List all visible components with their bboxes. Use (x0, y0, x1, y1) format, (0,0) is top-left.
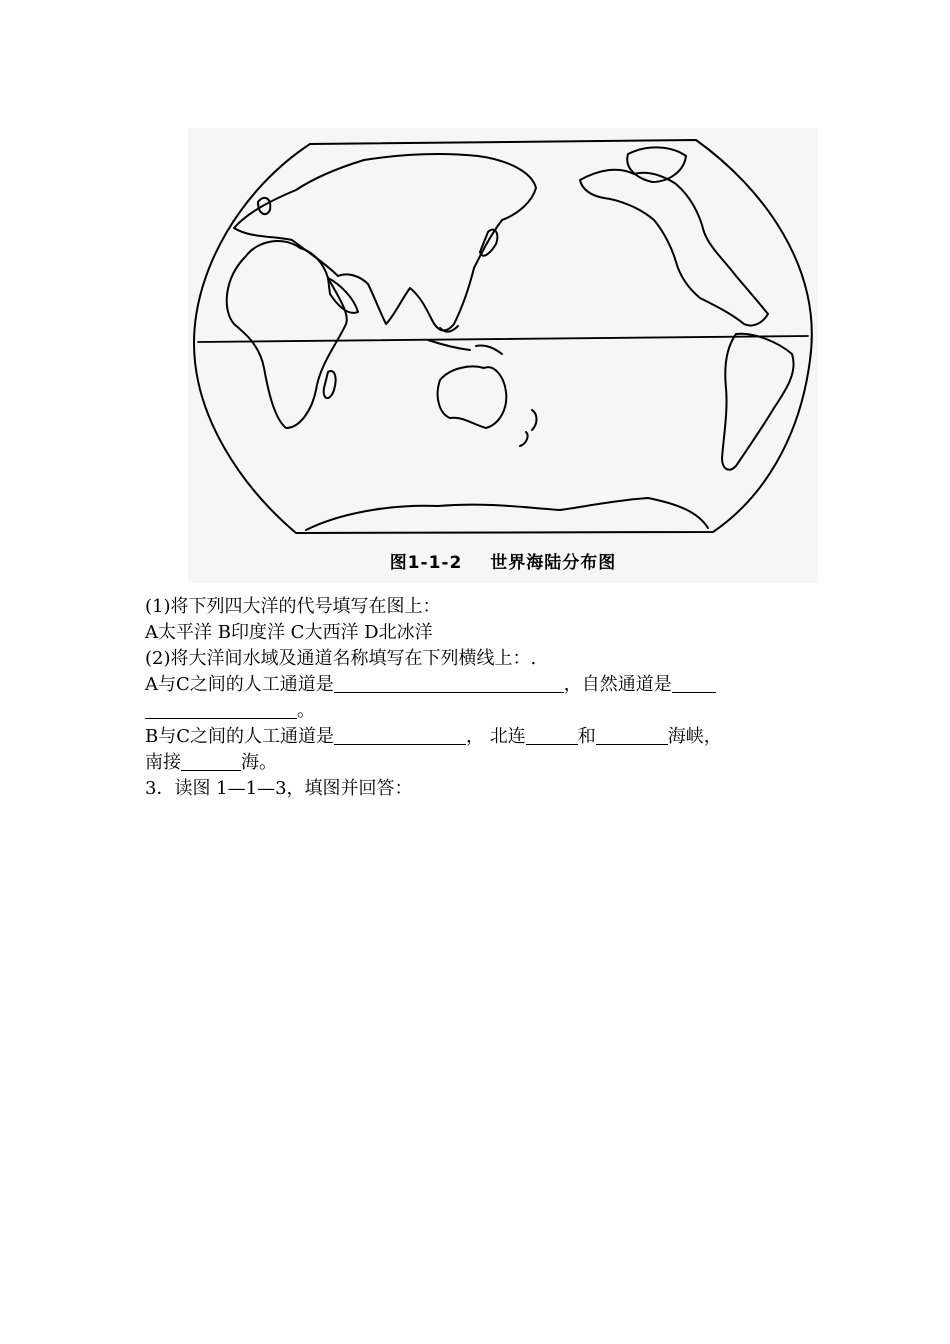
eurasia-outline (234, 154, 536, 330)
arabia-outline (328, 278, 358, 313)
world-map-figure (188, 128, 818, 583)
world-map-drawing (188, 128, 818, 548)
greenland-outline (627, 147, 686, 182)
q2-line1-text-a: A与C之间的人工通道是 (145, 674, 334, 695)
q2-line4-text-b: 海。 (241, 752, 277, 773)
blank-a-c-artificial-channel[interactable] (334, 674, 564, 693)
q2-line1-text-b: ，自然通道是 (563, 674, 672, 695)
q2-prompt-text: (2)将大洋间水域及通道名称填写在下列横线上：. (145, 648, 537, 669)
question-2-line-3 (145, 726, 825, 748)
q2-line2-end: 。 (297, 700, 315, 721)
q1-prompt-text: (1)将下列四大洋的代号填写在图上： (145, 596, 441, 617)
blank-b-c-artificial-channel[interactable] (334, 726, 466, 745)
blank-north-connect-1[interactable] (526, 726, 578, 745)
caption-number: 图1-1-2 (389, 553, 463, 573)
blank-north-connect-2[interactable] (596, 726, 668, 745)
new-zealand-outline (520, 410, 537, 446)
question-2-prompt (145, 648, 825, 670)
blank-a-c-natural-channel-part2[interactable] (145, 700, 297, 719)
q2-line3-text-c: 和 (577, 726, 596, 747)
question-1-prompt (145, 596, 825, 618)
q2-line4-text-a: 南接 (145, 752, 181, 773)
madagascar-outline (324, 371, 336, 398)
q2-line3-text-a: B与C之间的人工通道是 (145, 726, 334, 747)
q2-line3-text-d: 海峡， (667, 726, 722, 747)
antarctica-outline (306, 498, 708, 530)
blank-a-c-natural-channel-part1[interactable] (672, 674, 716, 693)
question-2-line-2 (145, 700, 825, 722)
caption-title: 世界海陆分布图 (490, 553, 617, 573)
australia-outline (438, 367, 507, 429)
q1-options-text: A太平洋 B印度洋 C大西洋 D北冰洋 (145, 622, 433, 643)
question-2-line-1 (145, 674, 825, 696)
north-america-outline (580, 170, 768, 326)
q3-prompt-text: 3．读图 1—1—3，填图并回答： (145, 778, 413, 799)
map-caption (188, 548, 818, 573)
q2-line3-text-b: ， 北连 (466, 726, 526, 747)
question-2-line-4 (145, 752, 825, 774)
equator-line (198, 336, 808, 342)
question-1-options (145, 622, 825, 644)
blank-south-sea[interactable] (181, 752, 241, 771)
question-3-prompt (145, 778, 825, 800)
